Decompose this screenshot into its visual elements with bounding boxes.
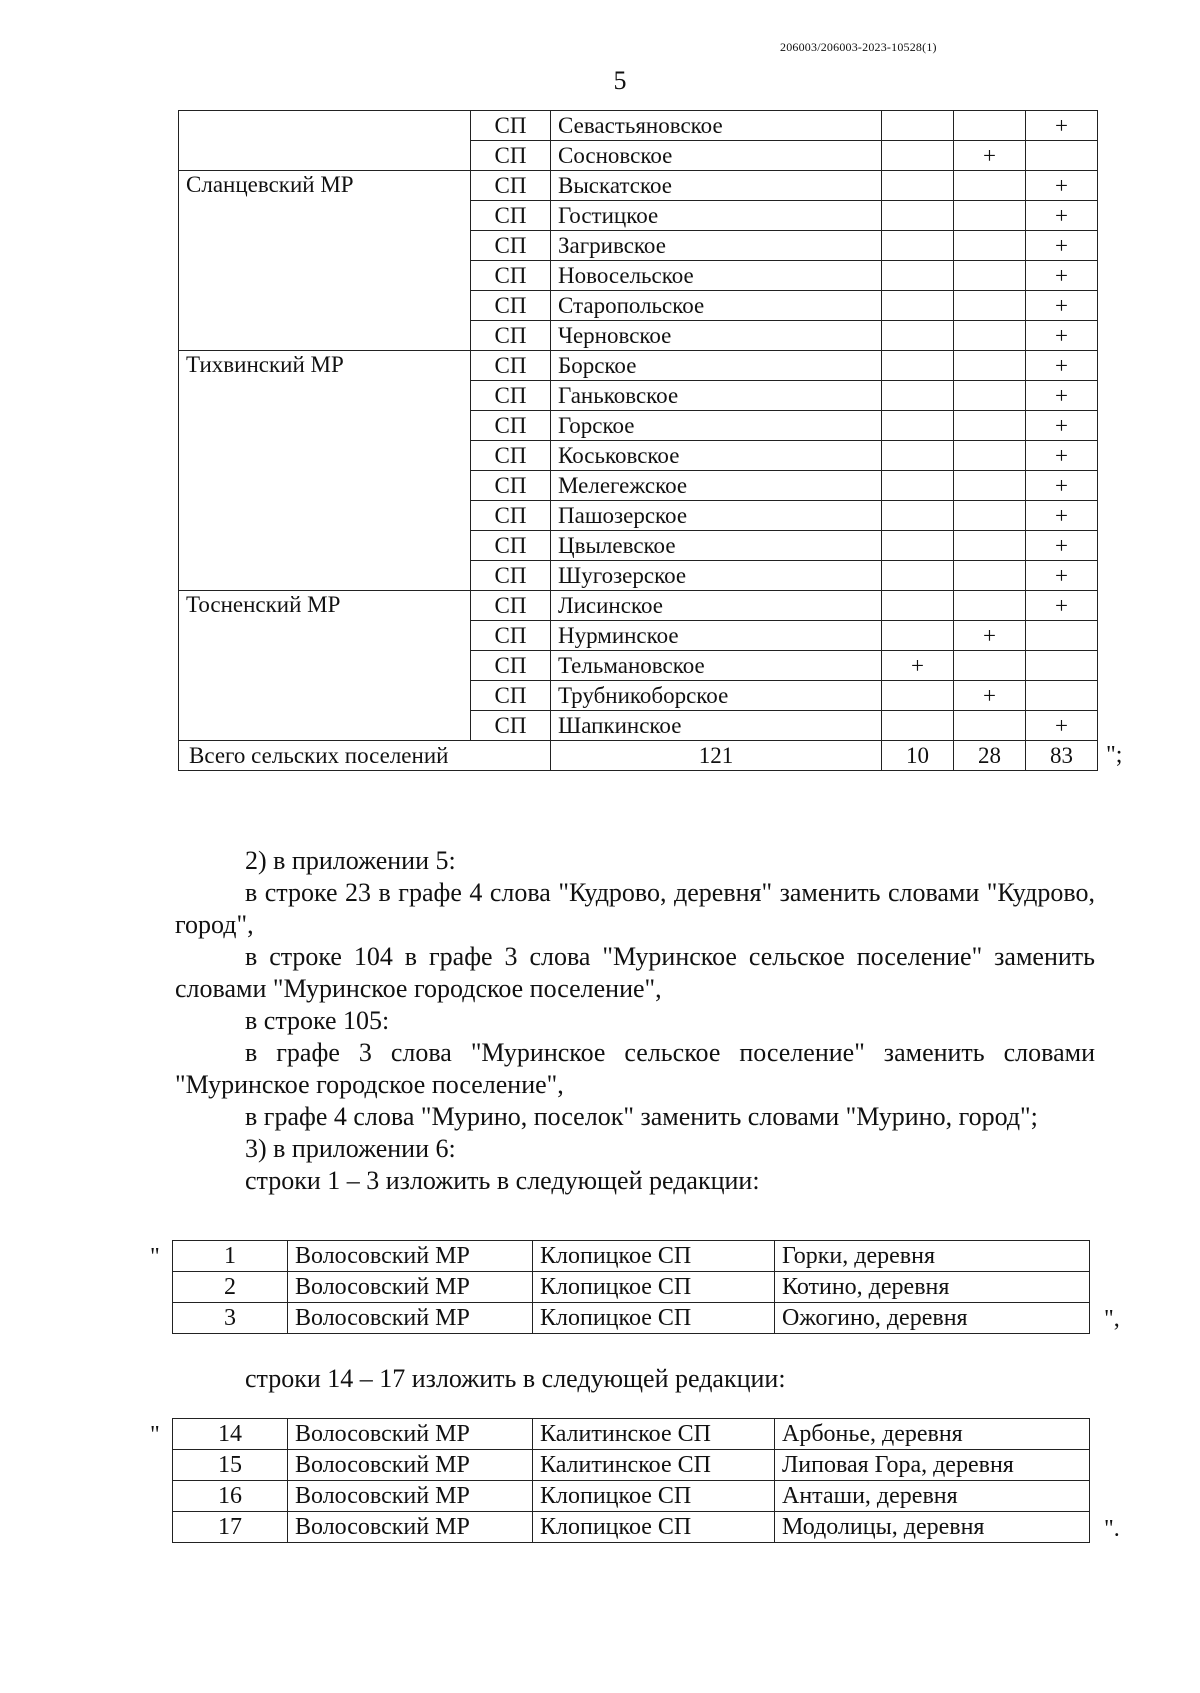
mark-cell: [882, 471, 954, 501]
table-row: [173, 1512, 1090, 1543]
mark-cell: [954, 651, 1026, 681]
mark-cell: +: [1026, 261, 1098, 291]
row-number-cell: 2: [173, 1272, 288, 1303]
mark-cell: [954, 531, 1026, 561]
table-row: [173, 1481, 1090, 1512]
settlement-name-cell: Цвылевское: [551, 531, 882, 561]
district-cell: Волосовский МР: [288, 1450, 533, 1481]
type-cell: СП: [471, 531, 551, 561]
settlement-name-cell: Загривское: [551, 231, 882, 261]
table-row: [179, 351, 1098, 381]
district-cell: Волосовский МР: [288, 1303, 533, 1334]
mark-cell: [954, 351, 1026, 381]
type-cell: СП: [471, 141, 551, 171]
mark-cell: [882, 381, 954, 411]
mark-cell: +: [882, 651, 954, 681]
mark-cell: [954, 501, 1026, 531]
settlement-name-cell: Новосельское: [551, 261, 882, 291]
settlement-name-cell: Горское: [551, 411, 882, 441]
table-row: [179, 111, 1098, 141]
replacement-table-1: [172, 1240, 1090, 1334]
paragraph: в строке 23 в графе 4 слова "Кудрово, деревня" заменить словами "Кудрово, город",: [175, 878, 1095, 939]
table-row: [173, 1419, 1090, 1450]
mark-cell: [954, 441, 1026, 471]
settlement-name-cell: Мелегежское: [551, 471, 882, 501]
mark-cell: +: [1026, 291, 1098, 321]
mark-cell: [954, 381, 1026, 411]
mark-cell: [882, 591, 954, 621]
district-cell: Тихвинский МР: [179, 351, 471, 591]
paragraph: в графе 4 слова "Мурино, поселок" заменить словами "Мурино, город";: [245, 1102, 1038, 1131]
mark-cell: +: [954, 141, 1026, 171]
settlement-cell: Клопицкое СП: [533, 1303, 775, 1334]
settlement-cell: Клопицкое СП: [533, 1272, 775, 1303]
district-cell: [179, 111, 471, 171]
total-cell: 10: [882, 741, 954, 771]
paragraph: в строке 104 в графе 3 слова "Муринское сельское поселение" заменить словами "Муринское городское поселение",: [175, 942, 1095, 1003]
replacement-table-2: [172, 1418, 1090, 1543]
item-3-heading: 3) в приложении 6:: [245, 1134, 456, 1163]
type-cell: СП: [471, 231, 551, 261]
type-cell: СП: [471, 321, 551, 351]
settlement-name-cell: Гостицкое: [551, 201, 882, 231]
mark-cell: [1026, 681, 1098, 711]
settlement-name-cell: Трубникоборское: [551, 681, 882, 711]
mark-cell: [882, 681, 954, 711]
type-cell: СП: [471, 111, 551, 141]
mark-cell: [882, 531, 954, 561]
settlements-table: [178, 110, 1098, 771]
body-text: [175, 845, 1095, 1197]
type-cell: СП: [471, 171, 551, 201]
row-number-cell: 3: [173, 1303, 288, 1334]
type-cell: СП: [471, 561, 551, 591]
settlement-name-cell: Нурминское: [551, 621, 882, 651]
mark-cell: +: [1026, 111, 1098, 141]
type-cell: СП: [471, 381, 551, 411]
mark-cell: [882, 621, 954, 651]
mark-cell: [882, 171, 954, 201]
mark-cell: [882, 231, 954, 261]
item-2-heading: 2) в приложении 5:: [245, 846, 456, 875]
district-cell: Сланцевский МР: [179, 171, 471, 351]
page-number: 5: [613, 66, 627, 95]
settlement-cell: Калитинское СП: [533, 1419, 775, 1450]
total-label-cell: Всего сельских поселений: [179, 741, 551, 771]
row-number-cell: 14: [173, 1419, 288, 1450]
type-cell: СП: [471, 501, 551, 531]
mark-cell: [882, 201, 954, 231]
mark-cell: [882, 261, 954, 291]
mark-cell: [882, 561, 954, 591]
closing-quote: ";: [1106, 741, 1123, 768]
table-2-intro: строки 14 – 17 изложить в следующей редакции:: [245, 1364, 786, 1393]
district-cell: Волосовский МР: [288, 1512, 533, 1543]
mark-cell: +: [1026, 531, 1098, 561]
locality-cell: Ожогино, деревня: [775, 1303, 1090, 1334]
mark-cell: [882, 501, 954, 531]
mark-cell: +: [1026, 321, 1098, 351]
settlement-name-cell: Выскатское: [551, 171, 882, 201]
mark-cell: [954, 321, 1026, 351]
settlement-name-cell: Старопольское: [551, 291, 882, 321]
table-row: [179, 171, 1098, 201]
district-cell: Волосовский МР: [288, 1481, 533, 1512]
mark-cell: [954, 291, 1026, 321]
mark-cell: +: [954, 621, 1026, 651]
locality-cell: Модолицы, деревня: [775, 1512, 1090, 1543]
row-number-cell: 16: [173, 1481, 288, 1512]
opening-quote: ": [150, 1422, 160, 1448]
settlement-name-cell: Пашозерское: [551, 501, 882, 531]
mark-cell: +: [954, 681, 1026, 711]
total-cell: 28: [954, 741, 1026, 771]
total-cell: 83: [1026, 741, 1098, 771]
table-row: [173, 1303, 1090, 1334]
settlement-name-cell: Тельмановское: [551, 651, 882, 681]
settlement-name-cell: Коськовское: [551, 441, 882, 471]
type-cell: СП: [471, 351, 551, 381]
district-cell: Тосненский МР: [179, 591, 471, 741]
mark-cell: [882, 141, 954, 171]
type-cell: СП: [471, 441, 551, 471]
district-cell: Волосовский МР: [288, 1272, 533, 1303]
mark-cell: +: [1026, 591, 1098, 621]
locality-cell: Горки, деревня: [775, 1241, 1090, 1272]
mark-cell: [954, 561, 1026, 591]
settlement-cell: Клопицкое СП: [533, 1512, 775, 1543]
document-id: 206003/206003-2023-10528(1): [780, 40, 937, 54]
settlement-name-cell: Лисинское: [551, 591, 882, 621]
type-cell: СП: [471, 261, 551, 291]
row-number-cell: 17: [173, 1512, 288, 1543]
mark-cell: [954, 111, 1026, 141]
district-cell: Волосовский МР: [288, 1419, 533, 1450]
mark-cell: [954, 711, 1026, 741]
opening-quote: ": [150, 1244, 160, 1270]
settlement-name-cell: Ганьковское: [551, 381, 882, 411]
mark-cell: [954, 471, 1026, 501]
locality-cell: Арбонье, деревня: [775, 1419, 1090, 1450]
mark-cell: [882, 711, 954, 741]
mark-cell: [882, 321, 954, 351]
closing-quote: ".: [1104, 1516, 1120, 1542]
mark-cell: +: [1026, 471, 1098, 501]
mark-cell: [954, 591, 1026, 621]
mark-cell: [882, 441, 954, 471]
settlement-name-cell: Шугозерское: [551, 561, 882, 591]
mark-cell: [1026, 621, 1098, 651]
mark-cell: +: [1026, 501, 1098, 531]
locality-cell: Котино, деревня: [775, 1272, 1090, 1303]
settlement-cell: Клопицкое СП: [533, 1241, 775, 1272]
table-row: [173, 1450, 1090, 1481]
paragraph: в строке 105:: [245, 1006, 390, 1035]
settlement-cell: Клопицкое СП: [533, 1481, 775, 1512]
table-row: [179, 591, 1098, 621]
type-cell: СП: [471, 411, 551, 441]
paragraph: в графе 3 слова "Муринское сельское поселение" заменить словами "Муринское городское поселение",: [175, 1038, 1095, 1099]
total-row: [179, 741, 1098, 771]
settlement-name-cell: Сосновское: [551, 141, 882, 171]
mark-cell: [882, 291, 954, 321]
type-cell: СП: [471, 591, 551, 621]
settlement-cell: Калитинское СП: [533, 1450, 775, 1481]
type-cell: СП: [471, 681, 551, 711]
mark-cell: +: [1026, 411, 1098, 441]
settlement-name-cell: Борское: [551, 351, 882, 381]
mark-cell: +: [1026, 231, 1098, 261]
settlement-name-cell: Севастьяновское: [551, 111, 882, 141]
mark-cell: [882, 351, 954, 381]
settlement-name-cell: Черновское: [551, 321, 882, 351]
type-cell: СП: [471, 711, 551, 741]
type-cell: СП: [471, 201, 551, 231]
paragraph: строки 1 – 3 изложить в следующей редакции:: [245, 1166, 760, 1195]
closing-quote: ",: [1104, 1306, 1120, 1332]
mark-cell: +: [1026, 201, 1098, 231]
mark-cell: [1026, 141, 1098, 171]
district-cell: Волосовский МР: [288, 1241, 533, 1272]
mark-cell: [954, 261, 1026, 291]
type-cell: СП: [471, 621, 551, 651]
locality-cell: Анташи, деревня: [775, 1481, 1090, 1512]
mark-cell: +: [1026, 711, 1098, 741]
mark-cell: +: [1026, 351, 1098, 381]
type-cell: СП: [471, 651, 551, 681]
type-cell: СП: [471, 291, 551, 321]
mark-cell: [1026, 651, 1098, 681]
mark-cell: +: [1026, 441, 1098, 471]
row-number-cell: 1: [173, 1241, 288, 1272]
total-count-cell: 121: [551, 741, 882, 771]
mark-cell: [954, 201, 1026, 231]
row-number-cell: 15: [173, 1450, 288, 1481]
mark-cell: [882, 411, 954, 441]
mark-cell: +: [1026, 561, 1098, 591]
mark-cell: +: [1026, 381, 1098, 411]
mark-cell: [954, 171, 1026, 201]
mark-cell: [954, 411, 1026, 441]
mark-cell: [954, 231, 1026, 261]
table-row: [173, 1272, 1090, 1303]
mark-cell: +: [1026, 171, 1098, 201]
settlement-name-cell: Шапкинское: [551, 711, 882, 741]
locality-cell: Липовая Гора, деревня: [775, 1450, 1090, 1481]
type-cell: СП: [471, 471, 551, 501]
table-row: [173, 1241, 1090, 1272]
mark-cell: [882, 111, 954, 141]
